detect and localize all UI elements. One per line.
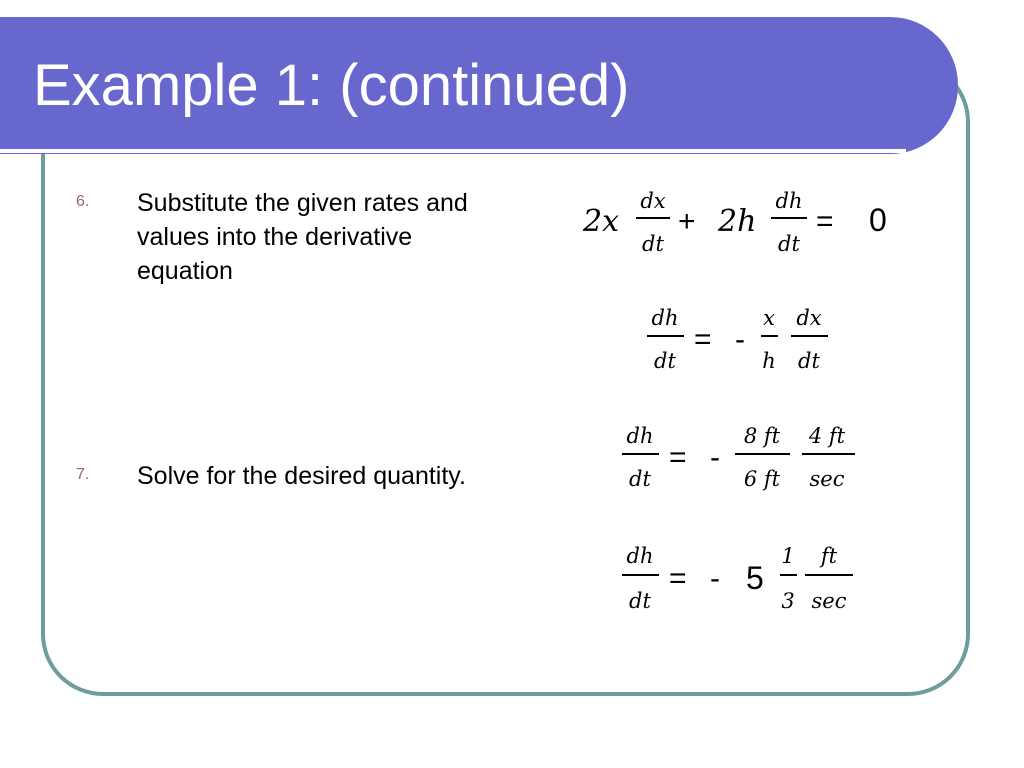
- eq1-denominator-dt: dt: [642, 232, 664, 256]
- eq2-lhs-numerator: dh: [651, 306, 679, 330]
- eq4-denominator-sec: sec: [811, 589, 847, 613]
- eq2-numerator-x: x: [763, 306, 775, 330]
- eq3-lhs-denominator: dt: [629, 467, 651, 491]
- step-number: 6.: [76, 193, 90, 210]
- step-number: 7.: [76, 466, 90, 483]
- eq3-equals: =: [669, 441, 687, 474]
- eq2-lhs-denominator: dt: [654, 349, 676, 373]
- eq2-equals: =: [694, 323, 712, 356]
- eq3-numerator-4ft: 4 ft: [808, 424, 846, 448]
- equation-1: [582, 189, 887, 256]
- eq4-equals: =: [669, 562, 687, 595]
- eq1-equals: =: [816, 205, 834, 238]
- eq4-whole-number: 5: [746, 560, 764, 596]
- equation-4: [622, 544, 853, 613]
- eq1-denominator-dt: dt: [778, 232, 800, 256]
- eq4-numerator-ft: ft: [820, 544, 838, 568]
- eq4-lhs-denominator: dt: [629, 589, 651, 613]
- eq1-rhs: 0: [869, 202, 887, 238]
- eq3-minus: -: [710, 441, 720, 474]
- eq3-denominator-6ft: 6 ft: [743, 467, 781, 491]
- eq1-term-2h: 2h: [718, 204, 757, 239]
- eq1-term-2x: 2x: [583, 204, 620, 239]
- eq1-plus: +: [678, 205, 696, 238]
- eq4-fraction-denominator: 3: [781, 589, 795, 613]
- eq3-lhs-numerator: dh: [626, 424, 654, 448]
- eq3-denominator-sec: sec: [809, 467, 845, 491]
- equation-3: [622, 424, 855, 491]
- eq2-denominator-dt: dt: [798, 349, 820, 373]
- eq2-denominator-h: h: [762, 349, 776, 373]
- eq1-numerator-dh: dh: [775, 189, 803, 213]
- eq4-minus: -: [710, 562, 720, 595]
- equation-2: [647, 306, 828, 373]
- slide-title: Example 1: (continued): [33, 53, 630, 118]
- step-text: Solve for the desired quantity.: [137, 462, 466, 490]
- eq2-minus: -: [735, 323, 745, 356]
- eq3-numerator-8ft: 8 ft: [743, 424, 781, 448]
- eq4-lhs-numerator: dh: [626, 544, 654, 568]
- eq4-fraction-numerator: 1: [781, 544, 795, 568]
- eq1-numerator-dx: dx: [640, 189, 666, 213]
- eq2-numerator-dx: dx: [796, 306, 822, 330]
- step-text: Substitute the given rates and values into the derivative equation: [137, 189, 468, 285]
